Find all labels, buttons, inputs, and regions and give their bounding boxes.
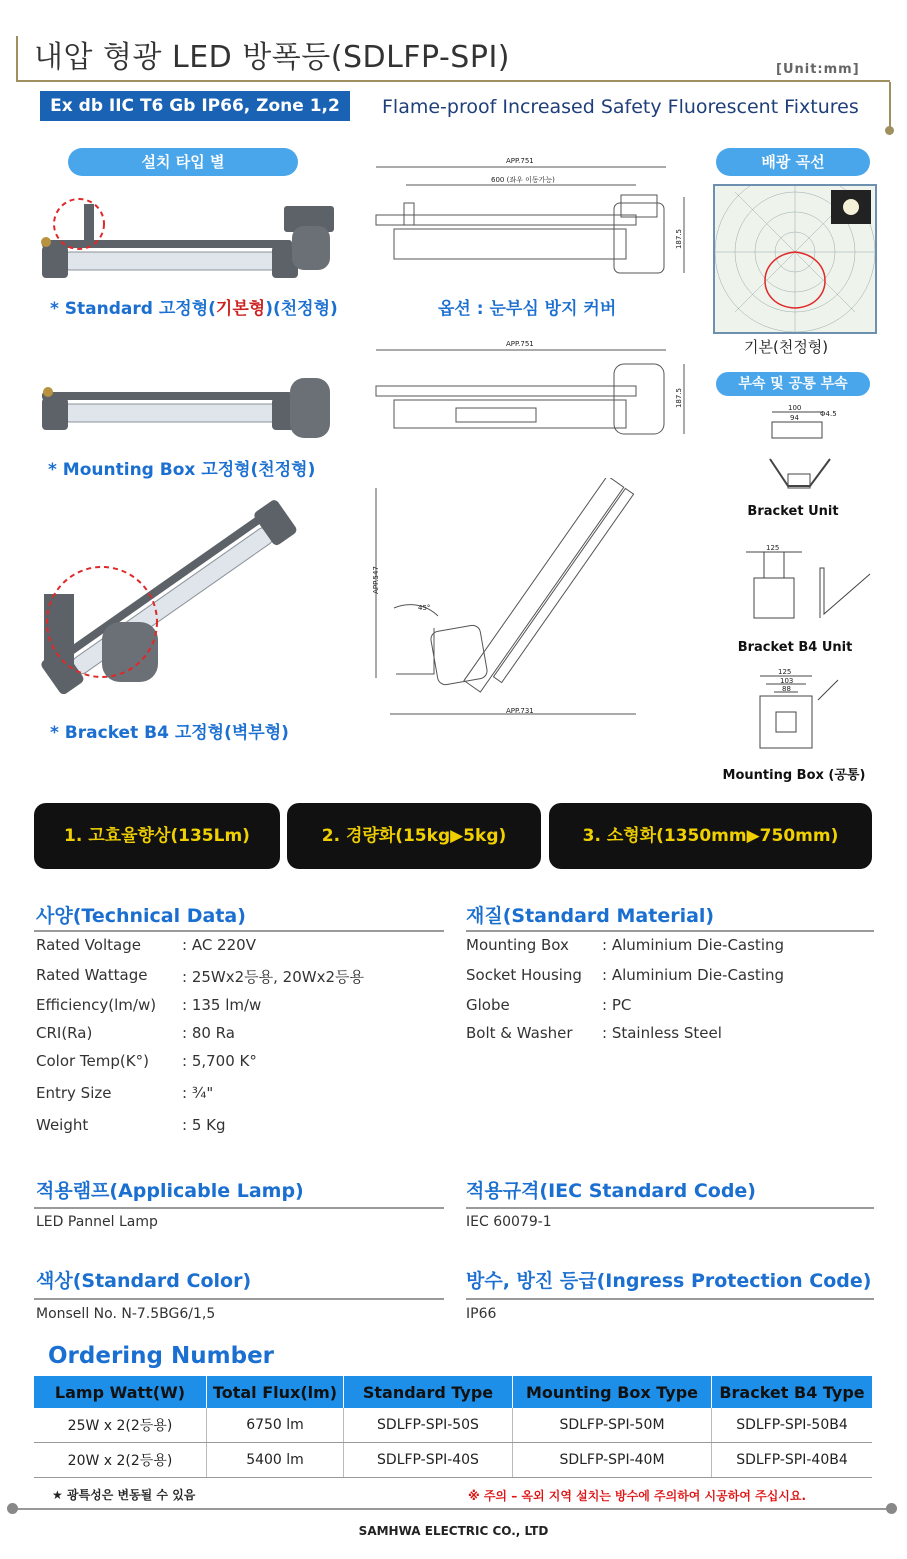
title-underline [16,80,890,82]
material-value: : Aluminium Die-Casting [602,936,785,954]
tech-row: Color Temp(K°) [36,1052,149,1070]
color-heading: 색상(Standard Color) [36,1270,252,1292]
lamp-value: LED Pannel Lamp [36,1214,158,1230]
iec-heading: 적용규격(IEC Standard Code) [466,1180,756,1202]
light-curve-pill: 배광 곡선 [716,148,870,176]
dim-1875-b: 187.5 [675,387,684,409]
cell: 20W x 2(2등용) [34,1443,207,1478]
cell: 5400 lm [207,1443,344,1478]
col-mounting-type: Mounting Box Type [513,1376,712,1408]
tech-value: : 80 Ra [182,1024,235,1042]
cell: SDLFP-SPI-40M [513,1443,712,1478]
tech-value: : 5,700 K° [182,1052,257,1070]
mounting-box-label: Mounting Box (공통) [722,768,866,783]
note-outdoor-warning: ※ 주의 – 옥외 지역 설치는 방수에 주의하여 시공하여 주십시요. [468,1489,807,1503]
col-lamp-watt: Lamp Watt(W) [34,1376,207,1408]
mounting-drawing [366,340,691,440]
cell: SDLFP-SPI-40S [344,1443,513,1478]
page-title: 내압 형광 LED 방폭등(SDLFP-SPI) [34,40,510,75]
ip-divider [466,1298,874,1300]
dim-45deg: 45° [418,604,431,612]
dim-app731: APP.731 [506,707,534,715]
tech-value: : 25Wx2등용, 20Wx2등용 [182,968,364,986]
col-standard-type: Standard Type [344,1376,513,1408]
dim-125: 125 [766,544,780,552]
side-rule [889,82,891,130]
tech-row: Rated Wattage [36,966,148,984]
material-heading: 재질(Standard Material) [466,905,715,927]
dim-94: 94 [790,414,799,422]
table-row [34,1408,872,1443]
side-dot [885,126,894,135]
unit-label: [Unit:mm] [776,62,860,77]
dim-1875: 187.5 [675,228,684,250]
bracket-unit-label: Bracket Unit [747,504,839,519]
col-total-flux: Total Flux(lm) [207,1376,344,1408]
feature-weight: 2. 경량화(15kg▶5kg) [287,803,541,869]
footer-dot-left [7,1503,18,1514]
feature-efficiency: 1. 고효율향상(135Lm) [34,803,280,869]
title-rule [16,36,18,80]
cell: 25W x 2(2등용) [34,1408,207,1443]
material-row: Mounting Box [466,936,569,954]
material-value: : PC [602,996,632,1014]
color-divider [34,1298,444,1300]
bracket-fixture-photo [22,482,342,694]
tech-value: : AC 220V [182,936,256,954]
footer-rule [12,1508,892,1510]
ordering-table [34,1376,872,1478]
dim-100: 100 [788,404,802,412]
dim-mb-88: 88 [782,685,791,693]
table-row [34,1443,872,1478]
certification-badge: Ex db IIC T6 Gb IP66, Zone 1,2 [40,91,350,121]
tech-divider [34,930,444,932]
ordering-title: Ordering Number [48,1343,275,1369]
install-type-pill: 설치 타입 별 [68,148,298,176]
bracket-unit-drawing [760,404,840,494]
tech-heading: 사양(Technical Data) [36,905,246,927]
material-divider [466,930,874,932]
material-value: : Stainless Steel [602,1024,722,1042]
accessories-pill: 부속 및 공통 부속 [716,372,870,396]
cell: SDLFP-SPI-40B4 [712,1443,873,1478]
dim-app751-b: APP.751 [506,340,534,348]
iec-value: IEC 60079-1 [466,1214,552,1230]
tech-row: CRI(Ra) [36,1024,93,1042]
tech-value: : 135 lm/w [182,996,262,1014]
ordering-header-row [34,1376,872,1408]
tech-value: : ¾" [182,1084,214,1102]
mounting-box-drawing [734,668,854,756]
mounting-fixture-photo [34,370,344,450]
tech-row: Weight [36,1116,89,1134]
standard-fixture-photo [34,196,344,286]
mounting-caption: * Mounting Box 고정형(천정형) [48,460,316,480]
material-row: Bolt & Washer [466,1024,573,1042]
product-subtitle: Flame-proof Increased Safety Fluorescent Fixtures [382,96,859,118]
bracket-drawing [366,478,691,726]
tech-row: Entry Size [36,1084,112,1102]
dim-app547: APP.547 [371,566,380,594]
tech-row: Rated Voltage [36,936,141,954]
lamp-divider [34,1207,444,1209]
light-distribution-curve [713,184,877,334]
option-caption: 옵션 : 눈부심 방지 커버 [438,299,617,319]
material-value: : Aluminium Die-Casting [602,966,785,984]
iec-divider [466,1207,874,1209]
company-name: SAMHWA ELECTRIC CO., LTD [358,1524,549,1538]
dim-move600: 600 (좌우 이동가능) [491,176,555,184]
col-bracket-type: Bracket B4 Type [712,1376,873,1408]
material-row: Socket Housing [466,966,582,984]
cell: 6750 lm [207,1408,344,1443]
light-curve-caption: 기본(천정형) [744,338,829,356]
material-row: Globe [466,996,510,1014]
bracket-b4-label: Bracket B4 Unit [737,640,853,655]
lamp-heading: 적용램프(Applicable Lamp) [36,1180,304,1202]
tech-value: : 5 Kg [182,1116,226,1134]
dim-app751: APP.751 [506,157,534,165]
bracket-b4-drawing [720,544,880,630]
bracket-caption: * Bracket B4 고정형(벽부형) [50,723,289,743]
color-value: Monsell No. N-7.5BG6/1,5 [36,1306,216,1322]
footer-dot-right [886,1503,897,1514]
ip-value: IP66 [466,1306,497,1322]
cell: SDLFP-SPI-50B4 [712,1408,873,1443]
tech-row: Efficiency(lm/w) [36,996,157,1014]
feature-size: 3. 소형화(1350mm▶750mm) [549,803,872,869]
dim-45: Φ4.5 [820,410,837,418]
dim-mb-125: 125 [778,668,792,676]
dim-mb-103: 103 [780,677,794,685]
standard-drawing [366,155,691,285]
ip-heading: 방수, 방진 등급(Ingress Protection Code) [466,1270,872,1292]
standard-caption: * Standard 고정형(기본형)(천정형) [50,299,338,319]
cell: SDLFP-SPI-50S [344,1408,513,1443]
cell: SDLFP-SPI-50M [513,1408,712,1443]
note-optics: ★ 광특성은 변동될 수 있음 [52,1488,196,1502]
